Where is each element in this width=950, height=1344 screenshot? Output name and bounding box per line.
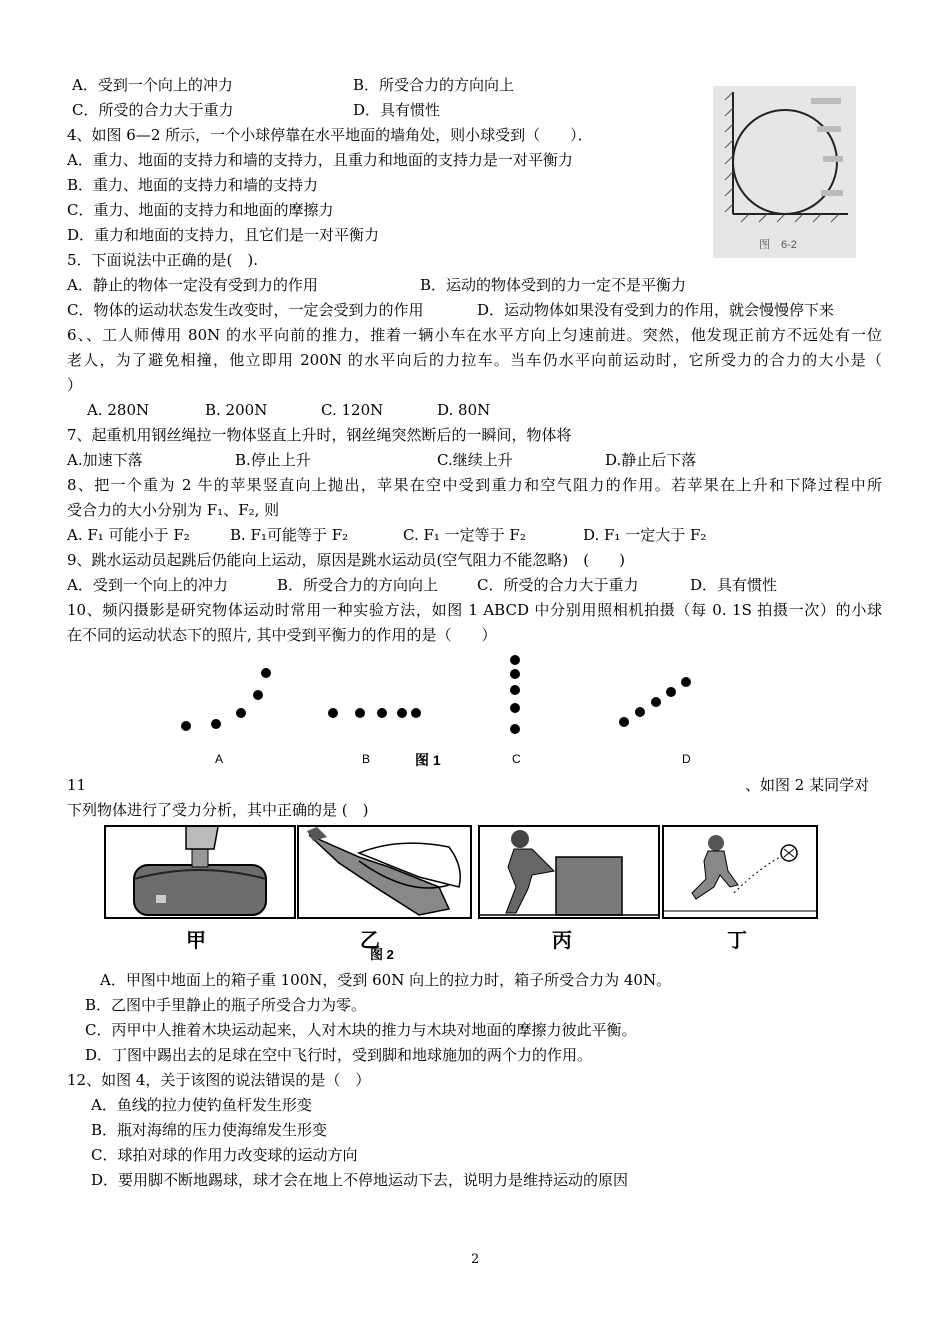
figure-1-title: 图 1: [415, 752, 441, 768]
question-4: 4、如图 6—2 所示，一个小球停靠在水平地面的墙角处，则小球受到（ ）．: [67, 126, 593, 144]
strobe-group-a: [181, 668, 271, 731]
figure-1-label-a: A: [215, 752, 224, 766]
question-7: 7、起重机用钢丝绳拉一物体竖直上升时，钢丝绳突然断后的一瞬间，物体将: [67, 426, 572, 444]
question-9-option-b: B．所受合力的方向向上: [277, 576, 439, 594]
question-7-option-d: D.静止后下落: [605, 451, 697, 469]
question-5-option-a: A．静止的物体一定没有受到力的作用: [67, 276, 318, 294]
question-4-option-c: C．重力、地面的支持力和地面的摩擦力: [67, 201, 334, 219]
option-c-net-force-greater: C．所受的合力大于重力: [72, 101, 234, 119]
question-8-option-a: A. F₁ 可能小于 F₂: [67, 526, 190, 544]
question-12-option-d: D．要用脚不断地踢球，球才会在地上不停地运动下去，说明力是维持运动的原因: [91, 1171, 629, 1189]
question-10-line-2: 在不同的运动状态下的照片, 其中受到平衡力的作用的是（ ）: [67, 626, 497, 644]
figure-2-label-jia: 甲: [186, 928, 206, 952]
question-6-line-2: 老人，为了避免相撞，他立即用 200N 的水平向后的力拉车。当车仍水平向前运动时，它所受力的合力的大小是（: [67, 351, 882, 369]
question-6-option-a: A. 280N: [87, 401, 150, 419]
page-number: 2: [471, 1252, 480, 1267]
figure-2-panel-bing: [478, 825, 660, 919]
question-11-line-1: 、如图 2 某同学对: [745, 776, 870, 794]
question-5-option-b: B．运动的物体受到的力一定不是平衡力: [420, 276, 687, 294]
question-8-line-2: 受合力的大小分别为 F₁、F₂, 则: [67, 501, 280, 519]
question-11-option-d: D．丁图中踢出去的足球在空中飞行时，受到脚和地球施加的两个力的作用。: [85, 1046, 593, 1064]
question-9-option-a: A．受到一个向上的冲力: [67, 576, 228, 594]
question-12-option-c: C．球拍对球的作用力改变球的运动方向: [91, 1146, 358, 1164]
bottle-in-hand-illustration: [299, 827, 470, 917]
question-11-option-c: C．丙甲中人推着木块运动起来，人对木块的推力与木块对地面的摩擦力彼此平衡。: [85, 1021, 637, 1039]
figure-6-2-caption: 图 6-2: [759, 239, 797, 251]
question-7-option-c: C.继续上升: [437, 451, 513, 469]
question-7-option-a: A.加速下落: [67, 451, 143, 469]
question-8-option-d: D. F₁ 一定大于 F₂: [583, 526, 707, 544]
question-12-option-a: A．鱼线的拉力使钓鱼杆发生形变: [91, 1096, 312, 1114]
figure-1: [160, 650, 720, 775]
question-8-option-c: C. F₁ 一定等于 F₂: [403, 526, 526, 544]
ball-in-corner-diagram: [713, 86, 856, 258]
strobe-group-c: [510, 655, 520, 734]
question-5-option-c: C．物体的运动状态发生改变时，一定会受到力的作用: [67, 301, 424, 319]
question-6-option-b: B. 200N: [205, 401, 268, 419]
strobe-group-d: [619, 677, 691, 727]
figure-1-label-b: B: [362, 752, 371, 766]
question-9: 9、跳水运动员起跳后仍能向上运动，原因是跳水运动员(空气阻力不能忽略) ( ): [67, 551, 625, 569]
question-11-line-2: 下列物体进行了受力分析，其中正确的是 ( ): [67, 801, 369, 819]
question-6-line-3: ）: [67, 376, 83, 394]
question-11-number: 11: [67, 776, 87, 794]
question-6-line-1: 6、、工人师傅用 80N 的水平向前的推力，推着一辆小车在水平方向上匀速前进。突然，他发现正前方不远处有一位: [67, 326, 882, 344]
question-5: 5．下面说法中正确的是( ).: [67, 251, 259, 269]
figure-2-title: 图 2: [370, 947, 394, 962]
question-9-option-c: C．所受的合力大于重力: [477, 576, 639, 594]
figure-1-label-c: C: [512, 752, 521, 766]
push-block-illustration: [480, 827, 658, 917]
figure-2-panel-yi: [297, 825, 472, 919]
figure-6-2: [713, 86, 856, 258]
question-4-option-b: B．重力、地面的支持力和墙的支持力: [67, 176, 319, 194]
question-5-option-d: D．运动物体如果没有受到力的作用，就会慢慢停下来: [477, 301, 835, 319]
question-10-line-1: 10、频闪摄影是研究物体运动时常用一种实验方法，如图 1 ABCD 中分别用照相机拍摄（每 0. 1S 拍摄一次）的小球: [67, 601, 882, 619]
figure-2-label-yi: 乙: [360, 928, 380, 952]
question-11-option-b: B．乙图中手里静止的瓶子所受合力为零。: [85, 996, 367, 1014]
option-d-inertia: D．具有惯性: [353, 101, 441, 119]
question-9-option-d: D．具有惯性: [690, 576, 778, 594]
question-7-option-b: B.停止上升: [235, 451, 311, 469]
question-12-option-b: B．瓶对海绵的压力使海绵发生形变: [91, 1121, 328, 1139]
question-8-line-1: 8、把一个重为 2 牛的苹果竖直向上抛出，苹果在空中受到重力和空气阻力的作用。若苹果在上升和下降过程中所: [67, 476, 882, 494]
kick-ball-illustration: [664, 827, 816, 917]
question-4-option-d: D．重力和地面的支持力，且它们是一对平衡力: [67, 226, 380, 244]
option-b-net-force-up: B．所受合力的方向向上: [353, 76, 515, 94]
question-8-option-b: B. F₁可能等于 F₂: [230, 526, 349, 544]
option-a-impulse: A．受到一个向上的冲力: [72, 76, 233, 94]
figure-1-label-d: D: [682, 752, 691, 766]
figure-2-label-bing: 丙: [552, 928, 572, 952]
question-11-option-a: A．甲图中地面上的箱子重 100N，受到 60N 向上的拉力时，箱子所受合力为 40N。: [100, 971, 672, 989]
strobe-group-b: [328, 708, 421, 718]
figure-2-label-ding: 丁: [727, 928, 747, 952]
question-4-option-a: A．重力、地面的支持力和墙的支持力，且重力和地面的支持力是一对平衡力: [67, 151, 573, 169]
figure-2-panel-ding: [662, 825, 818, 919]
question-12: 12、如图 4，关于该图的说法错误的是（ ）: [67, 1071, 371, 1089]
question-6-option-d: D. 80N: [437, 401, 491, 419]
figure-2-panel-jia: [104, 825, 296, 919]
box-lifting-illustration: [106, 827, 294, 917]
question-6-option-c: C. 120N: [321, 401, 384, 419]
